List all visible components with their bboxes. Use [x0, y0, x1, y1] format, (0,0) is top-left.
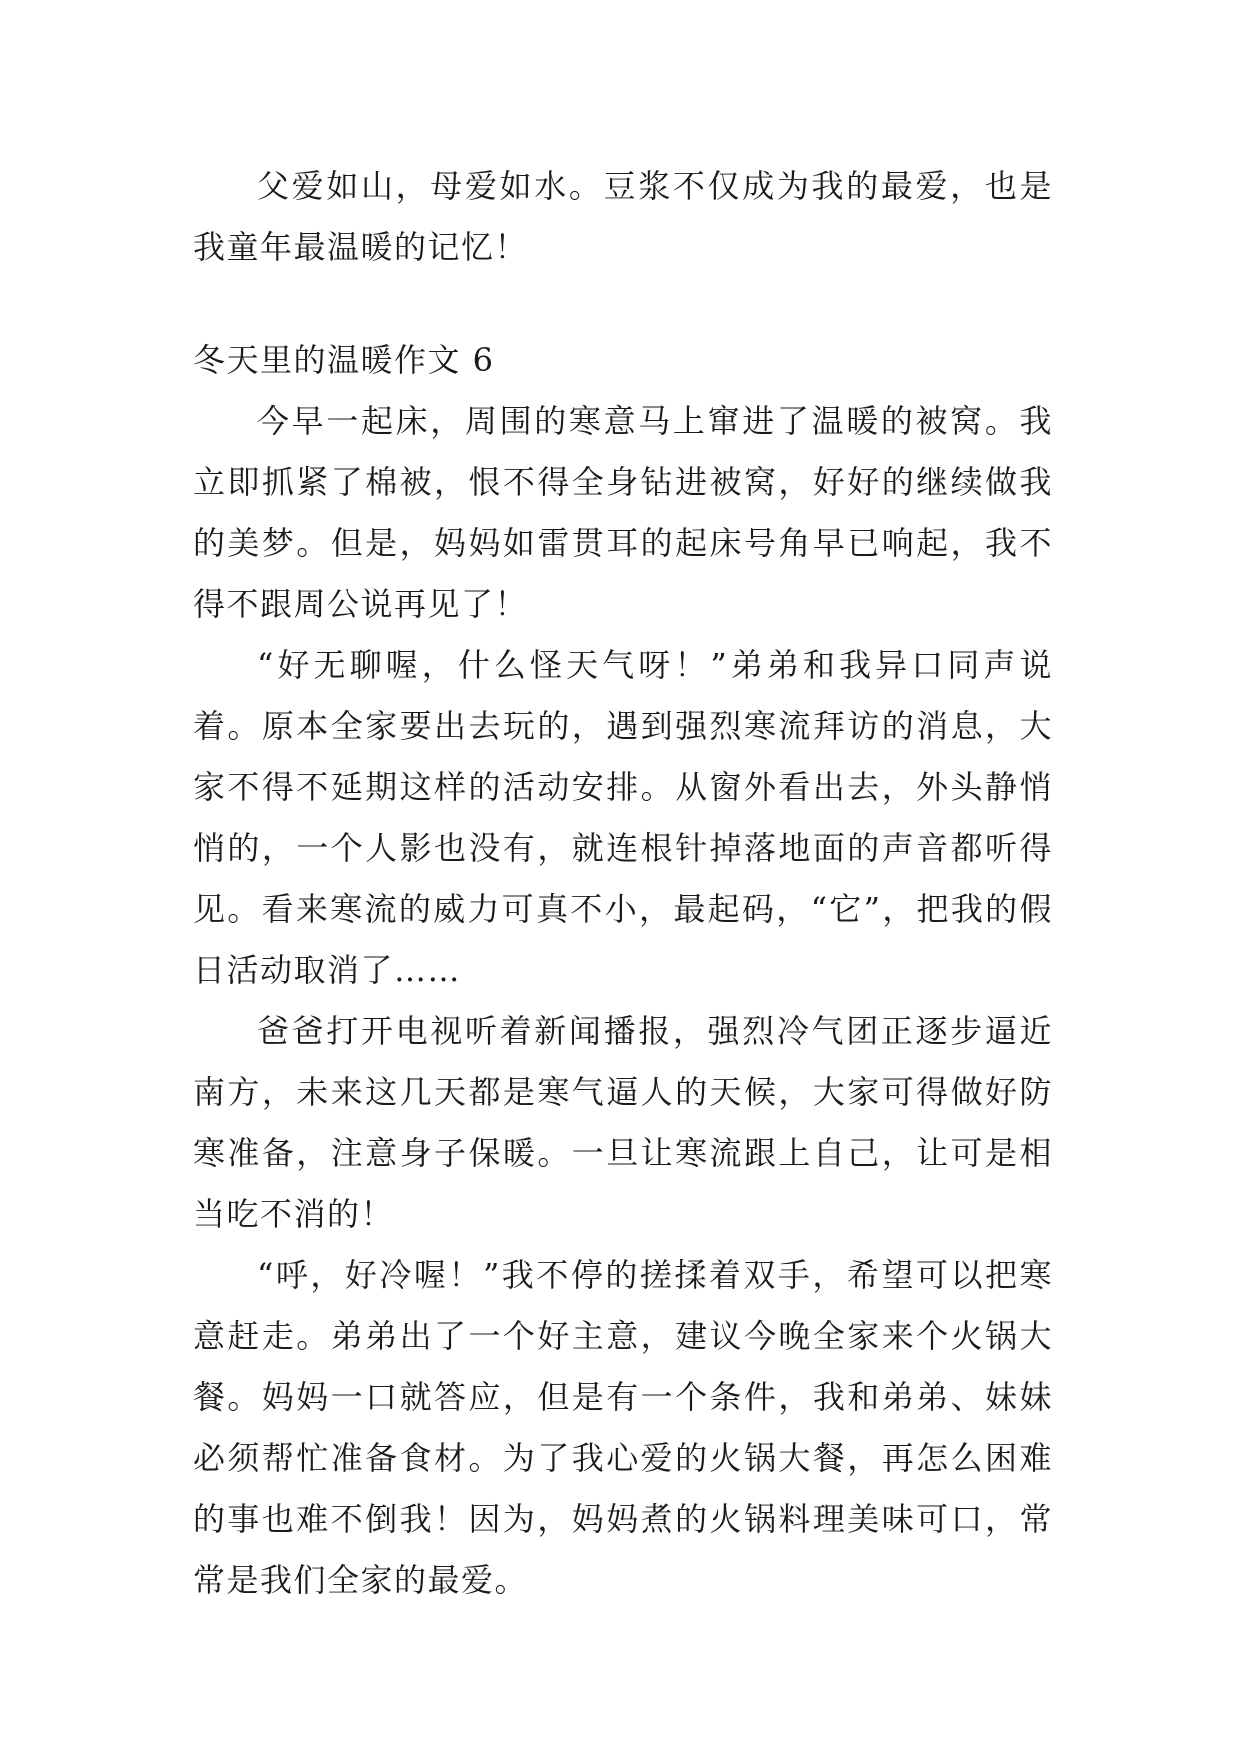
- intro-section: [193, 156, 1053, 278]
- section-title: 冬天里的温暖作文 6: [193, 341, 495, 379]
- body-paragraph: 爸爸打开电视听着新闻播报，强烈冷气团正逐步逼近南方，未来这几天都是寒气逼人的天候，大家可得做好防寒准备，注意身子保暖。一旦让寒流跟上自己，让可是相当吃不消的！: [193, 1012, 1053, 1233]
- intro-paragraph: 父爱如山，母爱如水。豆浆不仅成为我的最爱，也是我童年最温暖的记忆！: [193, 167, 1053, 266]
- body-paragraph: “好无聊喔，什么怪天气呀！”弟弟和我异口同声说着。原本全家要出去玩的，遇到强烈寒流拜访的消息，大家不得不延期这样的活动安排。从窗外看出去，外头静悄悄的，一个人影也没有，就连根针掉落地面的声音都听得见。看来寒流的威力可真不小，最起码，“它”，把我的假日活动取消了……: [193, 646, 1053, 989]
- body-paragraph: “呼，好冷喔！”我不停的搓揉着双手，希望可以把寒意赶走。弟弟出了一个好主意，建议今晚全家来个火锅大餐。妈妈一口就答应，但是有一个条件，我和弟弟、妹妹必须帮忙准备食材。为了我心爱的火锅大餐，再怎么困难的事也难不倒我！因为，妈妈煮的火锅料理美味可口，常常是我们全家的最爱。: [193, 1256, 1053, 1599]
- body-paragraph: 今早一起床，周围的寒意马上窜进了温暖的被窝。我立即抓紧了棉被，恨不得全身钻进被窝，好好的继续做我的美梦。但是，妈妈如雷贯耳的起床号角早已响起，我不得不跟周公说再见了！: [193, 402, 1053, 623]
- essay-section: [193, 330, 1053, 1611]
